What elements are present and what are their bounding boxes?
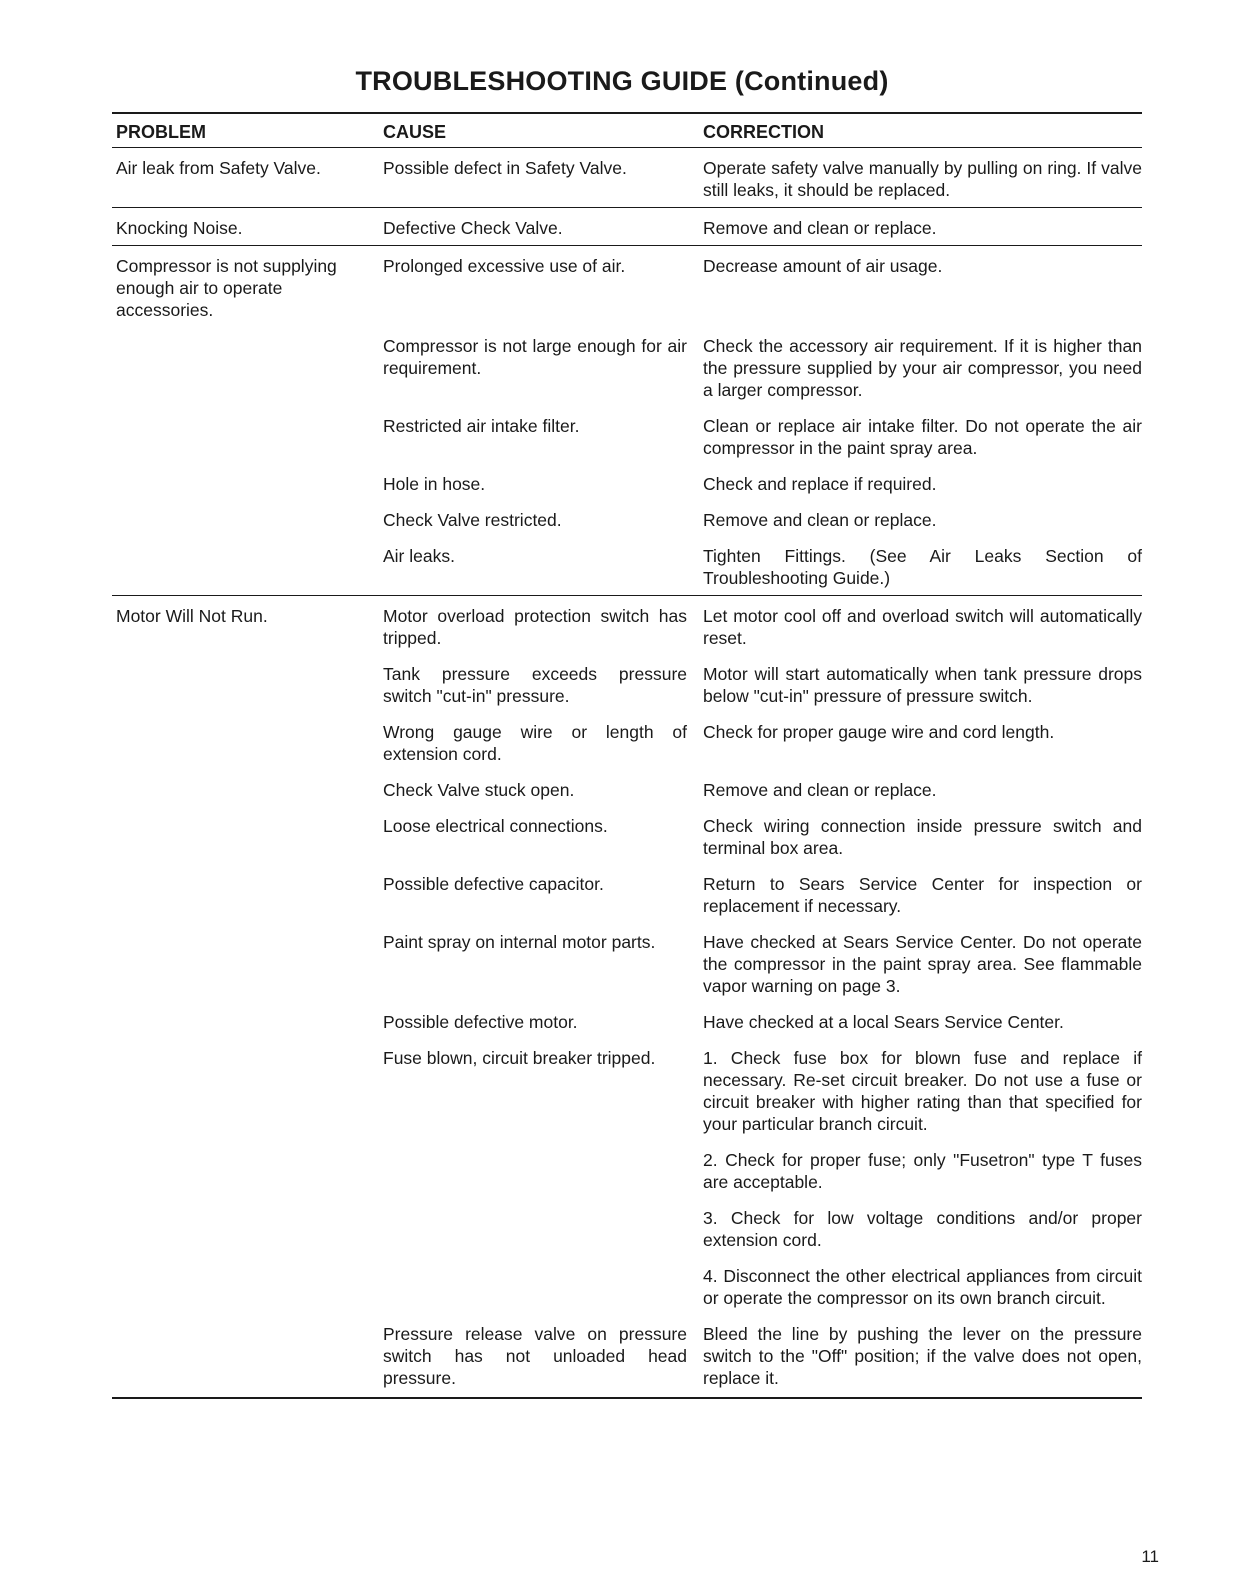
correction-cell (703, 217, 1142, 239)
correction-cell (703, 157, 1142, 201)
correction-text: 3. Check for low voltage conditions and/or proper extension cord. (703, 1208, 1142, 1250)
table-row (383, 255, 1142, 277)
cause-cell: Check Valve stuck open. (383, 780, 575, 800)
table-row (383, 779, 1142, 801)
problem-cell: Knocking Noise. (116, 218, 243, 238)
correction-text: Motor will start automatically when tank pressure drops below "cut-in" pressure of pressure switch. (703, 664, 1142, 706)
table-row (383, 815, 1142, 859)
cause-cell: Compressor is not large enough for air requirement. (383, 336, 687, 378)
correction-cell (703, 473, 1142, 495)
table-row (383, 721, 1142, 765)
correction-text: Have checked at a local Sears Service Center. (703, 1012, 1064, 1032)
table-row (383, 931, 1142, 997)
cause-cell: Paint spray on internal motor parts. (383, 932, 656, 952)
table-row (383, 157, 1142, 201)
correction-cell (703, 931, 1142, 997)
correction-cell (703, 873, 1142, 917)
correction-cell (703, 545, 1142, 589)
correction-text: Remove and clean or replace. (703, 510, 937, 530)
problem-group (112, 596, 1142, 1399)
cause-cell: Air leaks. (383, 546, 455, 566)
problem-group (112, 208, 1142, 246)
cause-cell: Motor overload protection switch has tripped. (383, 606, 687, 648)
cause-cell: Defective Check Valve. (383, 218, 563, 238)
table-row (383, 473, 1142, 495)
cause-cell: Check Valve restricted. (383, 510, 562, 530)
cause-cell: Tank pressure exceeds pressure switch "cut-in" pressure. (383, 664, 687, 706)
correction-text: Let motor cool off and overload switch will automatically reset. (703, 606, 1142, 648)
cause-cell: Possible defective capacitor. (383, 874, 604, 894)
correction-text: Return to Sears Service Center for inspection or replacement if necessary. (703, 874, 1142, 916)
correction-cell (703, 1047, 1142, 1309)
correction-cell (703, 509, 1142, 531)
correction-cell (703, 721, 1142, 765)
correction-text: Check for proper gauge wire and cord length. (703, 722, 1055, 742)
correction-text: 4. Disconnect the other electrical appliances from circuit or operate the compressor on its own branch circuit. (703, 1266, 1142, 1308)
correction-cell (703, 605, 1142, 649)
header-problem: PROBLEM (116, 122, 206, 142)
cause-cell: Hole in hose. (383, 474, 486, 494)
correction-text: Have checked at Sears Service Center. Do not operate the compressor in the paint spray area. See flammable vapor warning on page 3. (703, 932, 1142, 996)
correction-cell (703, 335, 1142, 401)
correction-text: Operate safety valve manually by pulling on ring. If valve still leaks, it should be replaced. (703, 158, 1142, 200)
correction-text: Remove and clean or replace. (703, 780, 937, 800)
correction-text: Check wiring connection inside pressure switch and terminal box area. (703, 816, 1142, 858)
problem-group (112, 246, 1142, 596)
table-header (112, 114, 1142, 148)
cause-cell: Wrong gauge wire or length of extension cord. (383, 722, 687, 764)
correction-text: Remove and clean or replace. (703, 218, 937, 238)
table-row (383, 545, 1142, 589)
correction-cell (703, 255, 1142, 277)
header-cause: CAUSE (383, 122, 447, 142)
cause-cell: Possible defective motor. (383, 1012, 578, 1032)
table-row (383, 1323, 1142, 1389)
table-row (383, 663, 1142, 707)
cause-cell: Fuse blown, circuit breaker tripped. (383, 1048, 656, 1068)
table-row (383, 1047, 1142, 1309)
table-row (383, 873, 1142, 917)
correction-text: Decrease amount of air usage. (703, 256, 943, 276)
correction-text: Bleed the line by pushing the lever on the pressure switch to the "Off" position; if the valve does not open, replace it. (703, 1324, 1142, 1388)
cause-cell: Pressure release valve on pressure switch has not unloaded head pressure. (383, 1324, 687, 1388)
correction-text: Check and replace if required. (703, 474, 937, 494)
troubleshooting-table (112, 112, 1142, 1399)
table-row (383, 217, 1142, 239)
cause-cell: Restricted air intake filter. (383, 416, 580, 436)
table-row (383, 335, 1142, 401)
correction-text: Tighten Fittings. (See Air Leaks Section of Troubleshooting Guide.) (703, 546, 1142, 588)
correction-text: 1. Check fuse box for blown fuse and replace if necessary. Re-set circuit breaker. Do not use a fuse or circuit breaker with higher rating than that specified for your particular branch circuit. (703, 1048, 1142, 1134)
cause-cell: Prolonged excessive use of air. (383, 256, 626, 276)
problem-group (112, 148, 1142, 208)
table-row (383, 415, 1142, 459)
correction-cell (703, 1323, 1142, 1389)
correction-cell (703, 779, 1142, 801)
table-row (383, 509, 1142, 531)
correction-text: Clean or replace air intake filter. Do not operate the air compressor in the paint spray area. (703, 416, 1142, 458)
correction-text: Check the accessory air requirement. If it is higher than the pressure supplied by your air compressor, you need a larger compressor. (703, 336, 1142, 400)
table-row (383, 1011, 1142, 1033)
page-title: TROUBLESHOOTING GUIDE (Continued) (355, 66, 889, 96)
correction-cell (703, 663, 1142, 707)
correction-text: 2. Check for proper fuse; only "Fusetron" type T fuses are acceptable. (703, 1150, 1142, 1192)
page-number: 11 (1141, 1547, 1159, 1566)
problem-cell: Motor Will Not Run. (116, 606, 268, 626)
correction-cell (703, 415, 1142, 459)
cause-cell: Possible defect in Safety Valve. (383, 158, 627, 178)
header-correction: CORRECTION (703, 122, 824, 142)
correction-cell (703, 1011, 1142, 1033)
problem-cell: Compressor is not supplying enough air to operate accessories. (116, 256, 337, 320)
cause-cell: Loose electrical connections. (383, 816, 608, 836)
table-row (383, 605, 1142, 649)
correction-cell (703, 815, 1142, 859)
problem-cell: Air leak from Safety Valve. (116, 158, 321, 178)
